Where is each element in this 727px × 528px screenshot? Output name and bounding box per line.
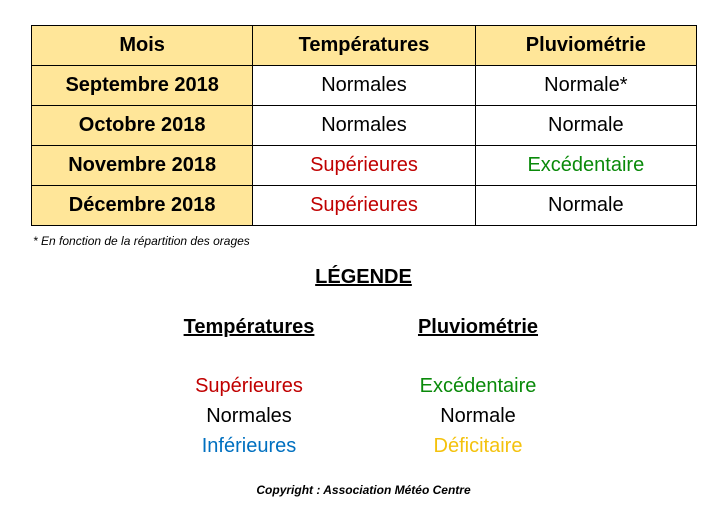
row-month: Décembre 2018 bbox=[32, 186, 253, 226]
row-temperatures: Normales bbox=[253, 106, 475, 146]
forecast-table bbox=[31, 25, 697, 226]
row-pluviometrie: Normale bbox=[475, 106, 696, 146]
header-mois: Mois bbox=[32, 26, 253, 66]
legend-temperatures-heading: Températures bbox=[183, 316, 315, 338]
legend-item-deficitaire: Déficitaire bbox=[433, 435, 523, 457]
table-row bbox=[32, 66, 697, 106]
legend-item-normale: Normale bbox=[440, 405, 516, 427]
legend-item-inferieures: Inférieures bbox=[201, 435, 297, 457]
table-row bbox=[32, 146, 697, 186]
footnote: * En fonction de la répartition des orages bbox=[33, 234, 250, 248]
legend-item-superieures: Supérieures bbox=[195, 375, 303, 397]
table-row bbox=[32, 186, 697, 226]
row-month: Novembre 2018 bbox=[32, 146, 253, 186]
row-pluviometrie: Excédentaire bbox=[475, 146, 696, 186]
row-temperatures: Supérieures bbox=[253, 186, 475, 226]
legend-item-normales: Normales bbox=[206, 405, 292, 427]
table-row bbox=[32, 106, 697, 146]
legend-temperatures bbox=[129, 312, 369, 461]
row-pluviometrie: Normale bbox=[475, 186, 696, 226]
table-header-row bbox=[32, 26, 697, 66]
legend-title: LÉGENDE bbox=[315, 266, 412, 288]
legend-pluviometrie bbox=[358, 312, 598, 461]
row-temperatures: Supérieures bbox=[253, 146, 475, 186]
legend-item-excedentaire: Excédentaire bbox=[419, 375, 537, 397]
header-temperatures: Températures bbox=[253, 26, 475, 66]
row-pluviometrie: Normale* bbox=[475, 66, 696, 106]
header-pluviometrie: Pluviométrie bbox=[475, 26, 696, 66]
legend-pluviometrie-heading: Pluviométrie bbox=[417, 316, 539, 338]
row-month: Septembre 2018 bbox=[32, 66, 253, 106]
row-temperatures: Normales bbox=[253, 66, 475, 106]
row-month: Octobre 2018 bbox=[32, 106, 253, 146]
copyright: Copyright : Association Météo Centre bbox=[256, 483, 471, 497]
